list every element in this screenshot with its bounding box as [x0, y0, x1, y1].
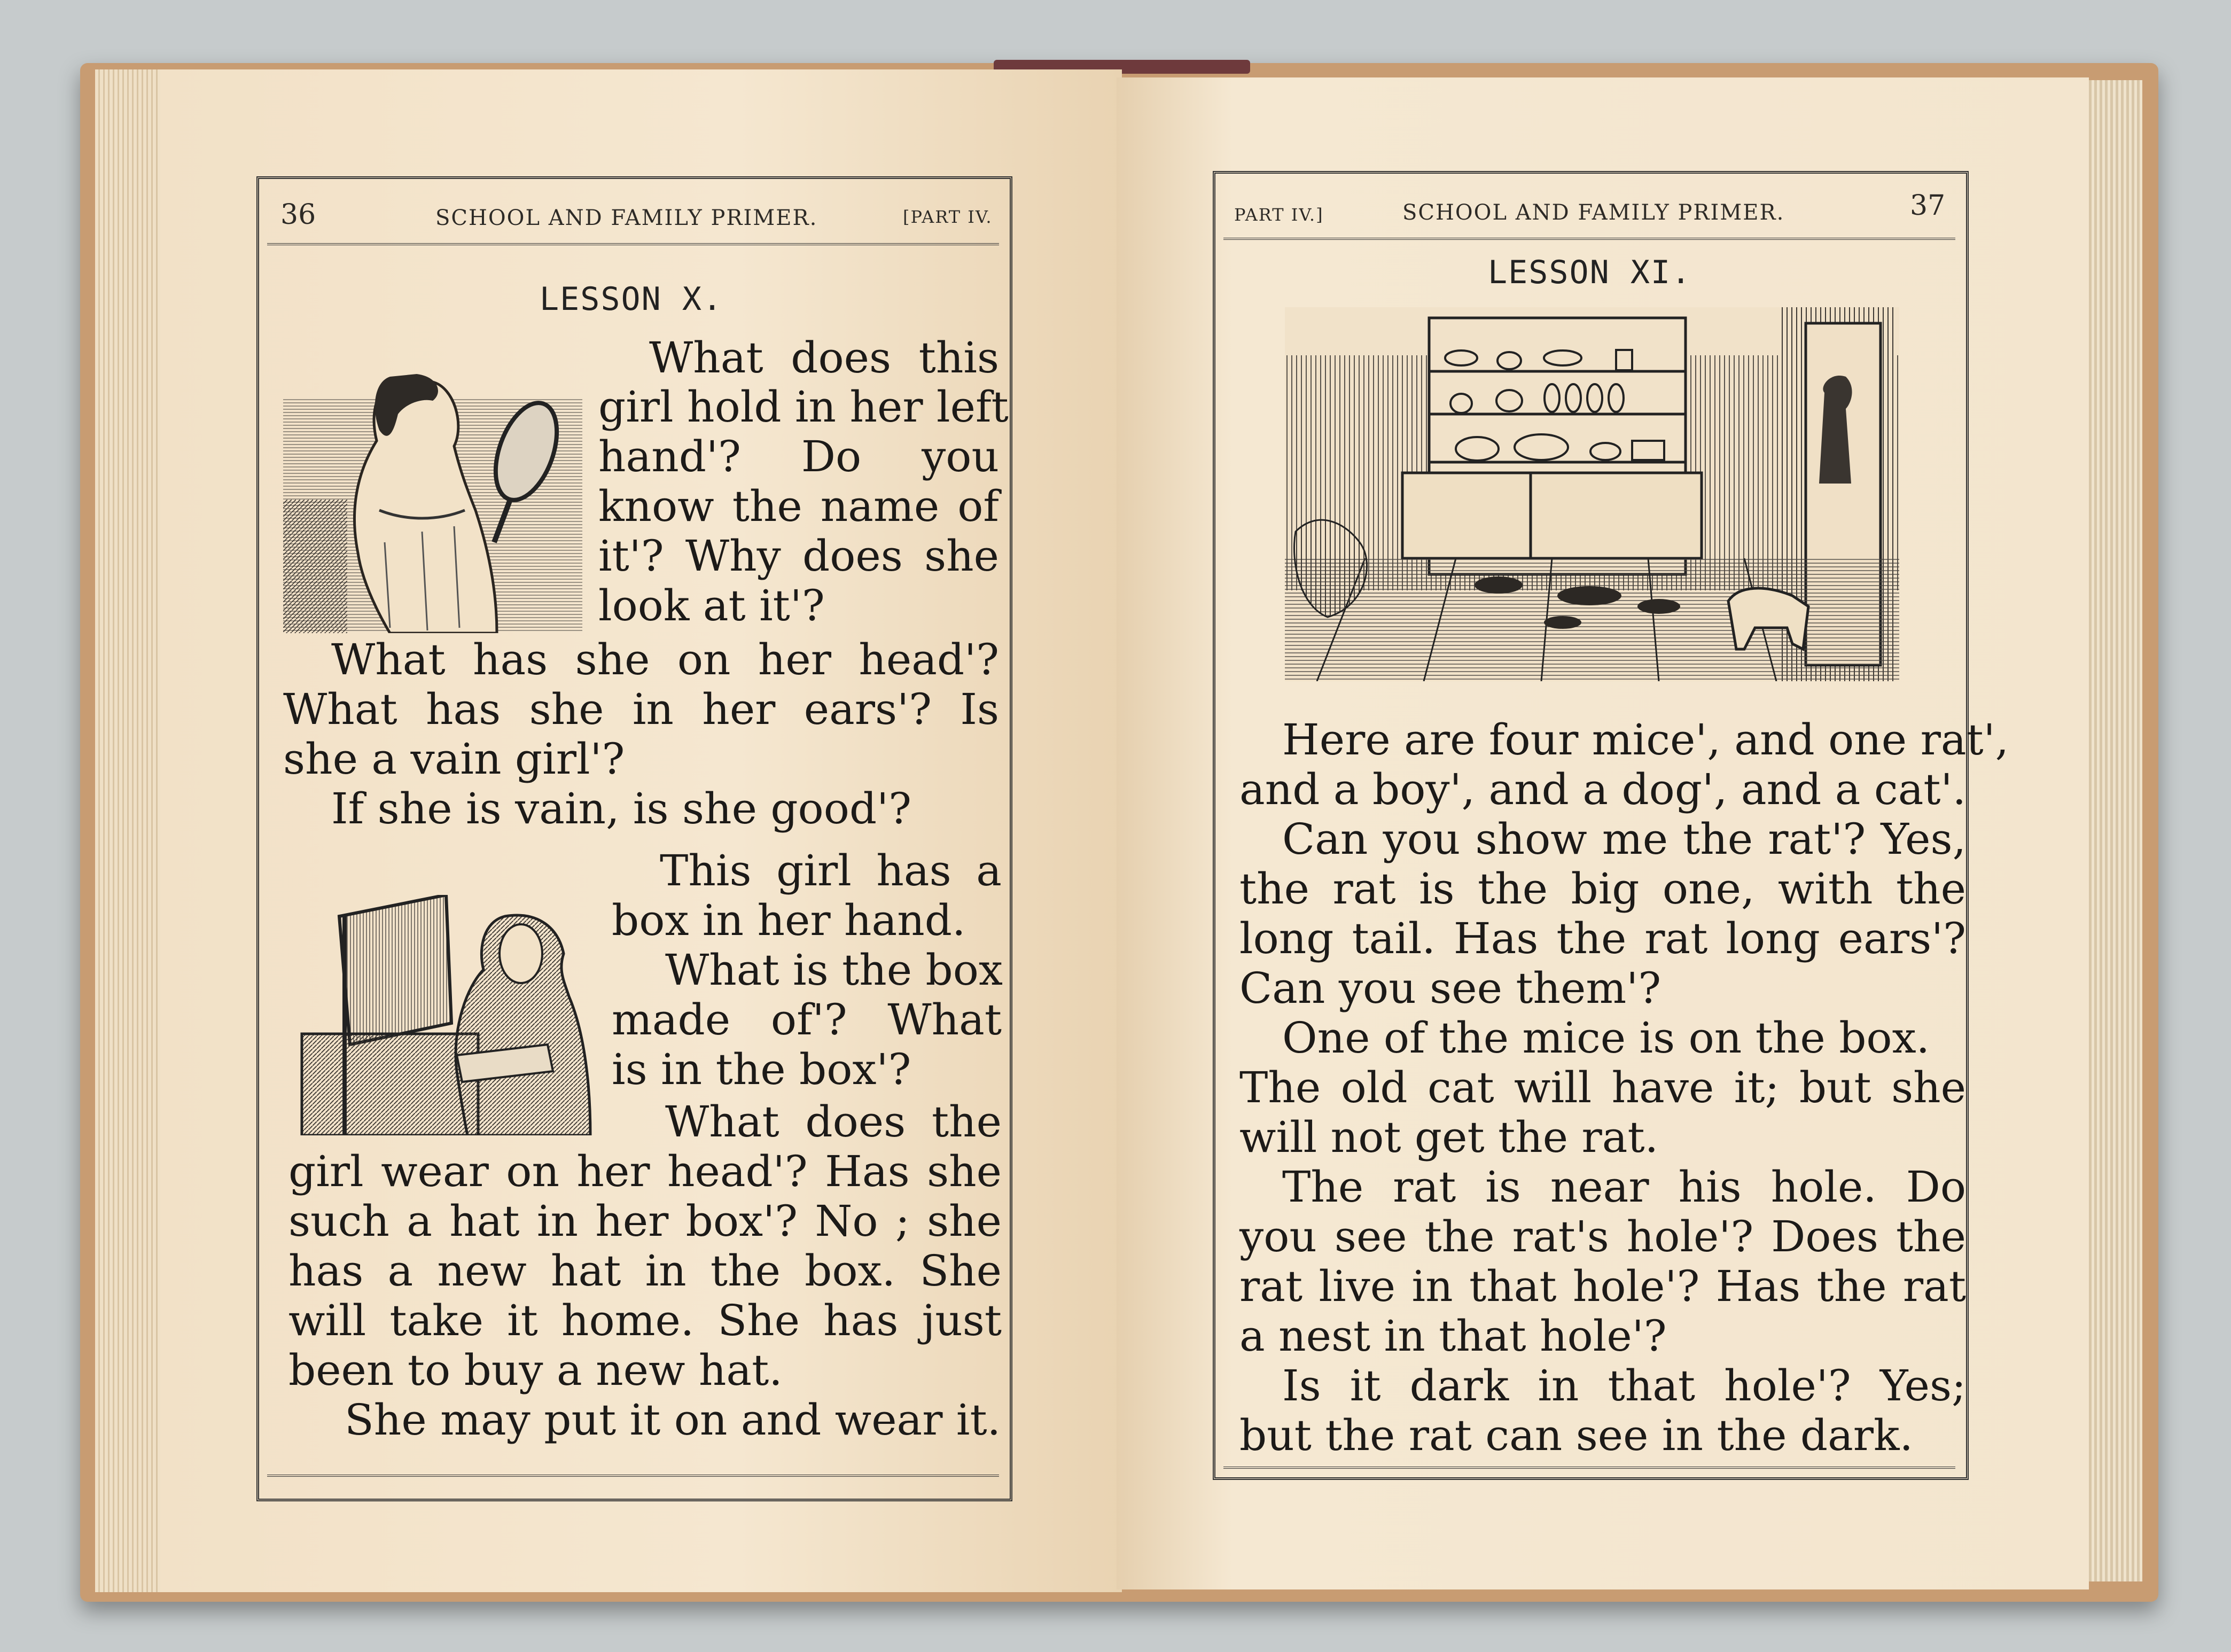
- left-head-rule: [267, 243, 999, 245]
- text-line: has a new hat in the box. She: [288, 1246, 1002, 1296]
- left-page-number: 36: [280, 199, 316, 231]
- text-line: been to buy a new hat.: [288, 1345, 783, 1395]
- text-line: Can you show me the rat'? Yes,: [1282, 814, 1966, 864]
- right-foot-rule: [1223, 1467, 1955, 1469]
- text-line: The old cat will have it; but she: [1239, 1063, 1966, 1112]
- girl-box-engraving: [291, 895, 596, 1135]
- text-line: What has she on her head'?: [331, 635, 999, 684]
- text-line: know the name of: [598, 481, 999, 531]
- lesson-title: LESSON XI.: [1488, 254, 1692, 291]
- text-line: girl hold in her left: [598, 382, 1009, 432]
- girl-box-illustration: [291, 895, 596, 1135]
- text-line: She may put it on and wear it.: [345, 1395, 1001, 1445]
- text-line: rat live in that hole'? Has the rat: [1239, 1261, 1966, 1311]
- text-line: a nest in that hole'?: [1239, 1311, 1667, 1361]
- text-line: girl wear on her head'? Has she: [288, 1147, 1002, 1196]
- right-part-label: PART IV.]: [1234, 205, 1324, 225]
- girl-mirror-illustration: [283, 350, 582, 633]
- girl-mirror-engraving: [283, 350, 582, 633]
- text-line: What has she in her ears'? Is: [283, 684, 999, 734]
- lesson-title: LESSON X.: [540, 280, 723, 318]
- text-line: Can you see them'?: [1239, 963, 1661, 1013]
- left-page-edges: [95, 69, 165, 1592]
- text-line: long tail. Has the rat long ears'?: [1239, 914, 1966, 963]
- left-running-head: SCHOOL AND FAMILY PRIMER.: [435, 206, 818, 230]
- right-running-head: SCHOOL AND FAMILY PRIMER.: [1402, 200, 1785, 225]
- text-line: What does this: [649, 333, 999, 383]
- text-line: Is it dark in that hole'? Yes;: [1282, 1361, 1966, 1411]
- text-line: it'? Why does she: [598, 531, 999, 581]
- right-page-edges: [2084, 80, 2142, 1581]
- text-line: you see the rat's hole'? Does the: [1239, 1212, 1966, 1261]
- text-line: such a hat in her box'? No ; she: [288, 1196, 1002, 1246]
- text-line: Here are four mice', and one rat',: [1282, 715, 2009, 765]
- text-line: One of the mice is on the box.: [1282, 1013, 1930, 1063]
- text-line: will take it home. She has just: [288, 1296, 1002, 1345]
- right-head-rule: [1223, 238, 1955, 240]
- left-part-label: [PART IV.: [903, 207, 993, 227]
- text-line: made of'? What: [612, 995, 1002, 1045]
- text-line: box in her hand.: [612, 895, 966, 945]
- text-line: hand'? Do you: [598, 432, 999, 481]
- text-line: This girl has a: [660, 846, 1002, 895]
- text-line: will not get the rat.: [1239, 1112, 1659, 1162]
- right-page-number: 37: [1910, 190, 1946, 222]
- left-foot-rule: [267, 1475, 999, 1477]
- text-line: What is the box: [665, 945, 1003, 995]
- text-line: The rat is near his hole. Do: [1282, 1162, 1966, 1212]
- text-line: she a vain girl'?: [283, 734, 625, 784]
- text-line: but the rat can see in the dark.: [1239, 1411, 1913, 1460]
- kitchen-illustration: [1285, 307, 1899, 681]
- text-line: the rat is the big one, with the: [1239, 864, 1966, 914]
- text-line: look at it'?: [598, 581, 825, 630]
- text-line: and a boy', and a dog', and a cat'.: [1239, 765, 1966, 814]
- text-line: is in the box'?: [612, 1045, 911, 1094]
- text-line: What does the: [665, 1097, 1002, 1147]
- kitchen-engraving: [1285, 307, 1899, 681]
- text-line: If she is vain, is she good'?: [331, 784, 911, 833]
